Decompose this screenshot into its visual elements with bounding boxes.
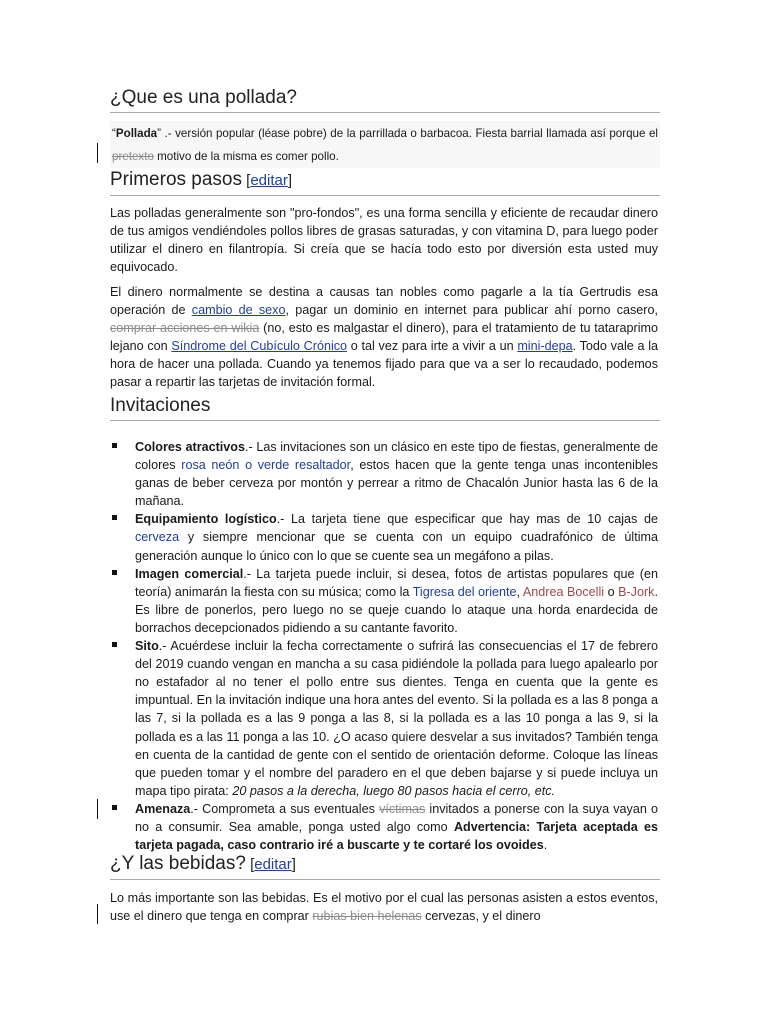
list-item <box>110 800 658 854</box>
text: cervezas, y el dinero <box>421 909 541 924</box>
text: , pagar un dominio en internet para publicar ahí porno casero, <box>285 303 658 318</box>
heading-y-las-bebidas <box>110 852 660 880</box>
list-item <box>110 438 658 510</box>
definition-text-end: motivo de la misma es comer pollo. <box>153 150 339 163</box>
text: Lo más importante son las bebidas. Es el motivo por el cual las personas asisten a estos eventos, use el dinero que tenga en comprar <box>110 891 658 924</box>
text: (no, esto es malgastar el dinero), para el tratamiento de tu tataraprimo lejano con <box>110 321 658 354</box>
edit-bracket-open: [ <box>242 172 251 189</box>
text: . Todo vale a la hora de hacer una pollada. Cuando ya tenemos fijado para que va a ser lo recaudado, podemos pasar a repartir las tarjetas de invitación formal. <box>110 339 659 390</box>
item-term: Amenaza <box>135 801 191 816</box>
edit-bracket-close: ] <box>287 172 293 189</box>
bullet-icon <box>112 515 117 520</box>
bold-warning: Advertencia: Tarjeta aceptada es tarjeta pagada, caso contrario iré a buscarte y te cortaré los ovoides <box>135 819 658 853</box>
bullet-list <box>110 438 658 854</box>
item-term: Sito <box>135 639 159 654</box>
change-bar-marker <box>97 799 98 819</box>
definition-term: Pollada <box>115 127 158 140</box>
item-term: Equipamiento logístico <box>135 512 277 527</box>
edit-link[interactable]: editar <box>254 856 292 873</box>
link-colores[interactable]: rosa neón o verde resaltador <box>181 458 351 473</box>
text: y siempre mencionar que se cuenta con un equipo cuadrafónico de última generación aunque lo único con lo que se cuente sea un megáfono a pilas. <box>135 530 658 563</box>
link-sindrome[interactable]: Síndrome del Cubículo Crónico <box>171 339 348 354</box>
edit-section <box>246 856 296 873</box>
text: El dinero normalmente se destina a causas tan nobles como pagarle a la tía Gertrudis esa operación de <box>110 285 658 318</box>
text: invitados a ponerse con la suya vayan o no a consumir. Sea amable, ponga usted algo como <box>135 801 659 834</box>
heading-que-es-una-pollada <box>110 86 660 113</box>
definition-box <box>110 121 660 168</box>
strikethrough-text: víctimas <box>379 801 426 816</box>
definition-text: .- versión popular (léase pobre) de la parrillada o barbacoa. Fiesta barrial llamada así porque el <box>161 127 658 140</box>
text: . <box>543 838 548 853</box>
text: .- Comprometa a sus eventuales <box>190 801 380 816</box>
text: o tal vez para irte a vivir a un <box>347 339 518 354</box>
link-tigresa-del-oriente[interactable]: Tigresa del oriente <box>412 584 517 599</box>
heading-title: Invitaciones <box>110 395 211 416</box>
list-item <box>110 565 658 637</box>
bullet-icon <box>112 642 117 647</box>
link-b-jork[interactable]: B-Jork <box>618 584 655 599</box>
edit-section <box>242 172 292 189</box>
link-cambio-de-sexo[interactable]: cambio de sexo <box>191 303 286 318</box>
item-term: Imagen comercial <box>135 566 244 581</box>
edit-bracket-close: ] <box>291 856 296 873</box>
list-item <box>110 637 658 800</box>
paragraph <box>110 283 658 392</box>
heading-title: ¿Y las bebidas? <box>110 853 246 874</box>
link-mini-depa[interactable]: mini-depa <box>517 339 573 354</box>
link-cerveza[interactable]: cerveza <box>135 530 180 545</box>
text: o <box>604 584 619 599</box>
italic-text: 20 pasos a la derecha, luego 80 pasos hacia el cerro, etc. <box>232 783 556 798</box>
text: .- La tarjeta puede incluir, si desea, fotos de artistas populares que (en teoría) animarán la fiesta con su música; como la <box>135 566 658 599</box>
strikethrough-text: rubias bien helenas <box>312 909 422 924</box>
bullet-icon <box>112 443 117 448</box>
paragraph: Las polladas generalmente son "pro-fondos", es una forma sencilla y eficiente de recaudar dinero de tus amigos vendiéndoles pollos libres de grasas saturadas, y con vitamina D, para luego poder utilizar el dinero en filantropía. Si creía que se hacía todo esto por diversión esta usted muy equivocado. <box>110 206 658 275</box>
heading-invitaciones <box>110 394 660 421</box>
quote-close: ” <box>157 127 161 140</box>
list-item <box>110 510 658 564</box>
edit-bracket-open: [ <box>245 856 255 873</box>
text: , estos hacen que la gente tenga unas incontenibles ganas de beber cerveza por montón y perrear a ritmo de Chacalón Junior hasta las 6 de la mañana. <box>135 458 658 509</box>
text: .- La tarjeta tiene que especificar que hay mas de 10 cajas de <box>276 512 658 527</box>
bullet-icon <box>112 570 117 575</box>
text: , <box>516 584 523 599</box>
link-andrea-bocelli[interactable]: Andrea Bocelli <box>522 584 605 599</box>
text: .- Acuérdese incluir la fecha correctamente o sufrirá las consecuencias el 17 de febrero del 2019 cuando vengan en mancha a su casa pidiéndole la pollada para luego apalearlo por no estafador al no tener el pollo entre sus dientes. Tenga en cuenta que la gente es impuntual. En la invitación indique una hora antes del evento. Si la pollada es a las 8 ponga a las 7, si la pollada es a las 9 ponga a las 8, si la pollada es a las 10 ponga a las 9, si la pollada es a las 11 ponga a las 10. ¿O acaso quiere desvelar a sus invitados? También tenga en cuenta de la cantidad de gente con el sentido de orientación deforme. Coloque las líneas que pueden tomar y el nombre del paradero en el que deben bajarse y si puede incluya un mapa tipo pirata: <box>135 639 658 798</box>
heading-title: ¿Que es una pollada? <box>110 87 297 108</box>
heading-primeros-pasos <box>110 168 660 196</box>
paragraph <box>110 889 658 925</box>
text: .- Las invitaciones son un clásico en este tipo de fiestas, generalmente de colores <box>135 440 659 473</box>
edit-link[interactable]: editar <box>250 172 288 189</box>
change-bar-marker <box>97 143 98 163</box>
heading-title: Primeros pasos <box>110 169 242 190</box>
strikethrough-text: pretexto <box>112 150 154 163</box>
item-term: Colores atractivos <box>135 440 246 454</box>
change-bar-marker <box>97 904 98 924</box>
bullet-icon <box>112 805 117 810</box>
strikethrough-text: comprar acciones en wikia <box>110 321 260 336</box>
text: . Es libre de ponerlos, pero luego no se queje cuando lo ataque una horda enardecida de borrachos decepcionados pidiendo a su cantante favorito. <box>135 584 658 635</box>
quote-open: “ <box>112 127 116 140</box>
